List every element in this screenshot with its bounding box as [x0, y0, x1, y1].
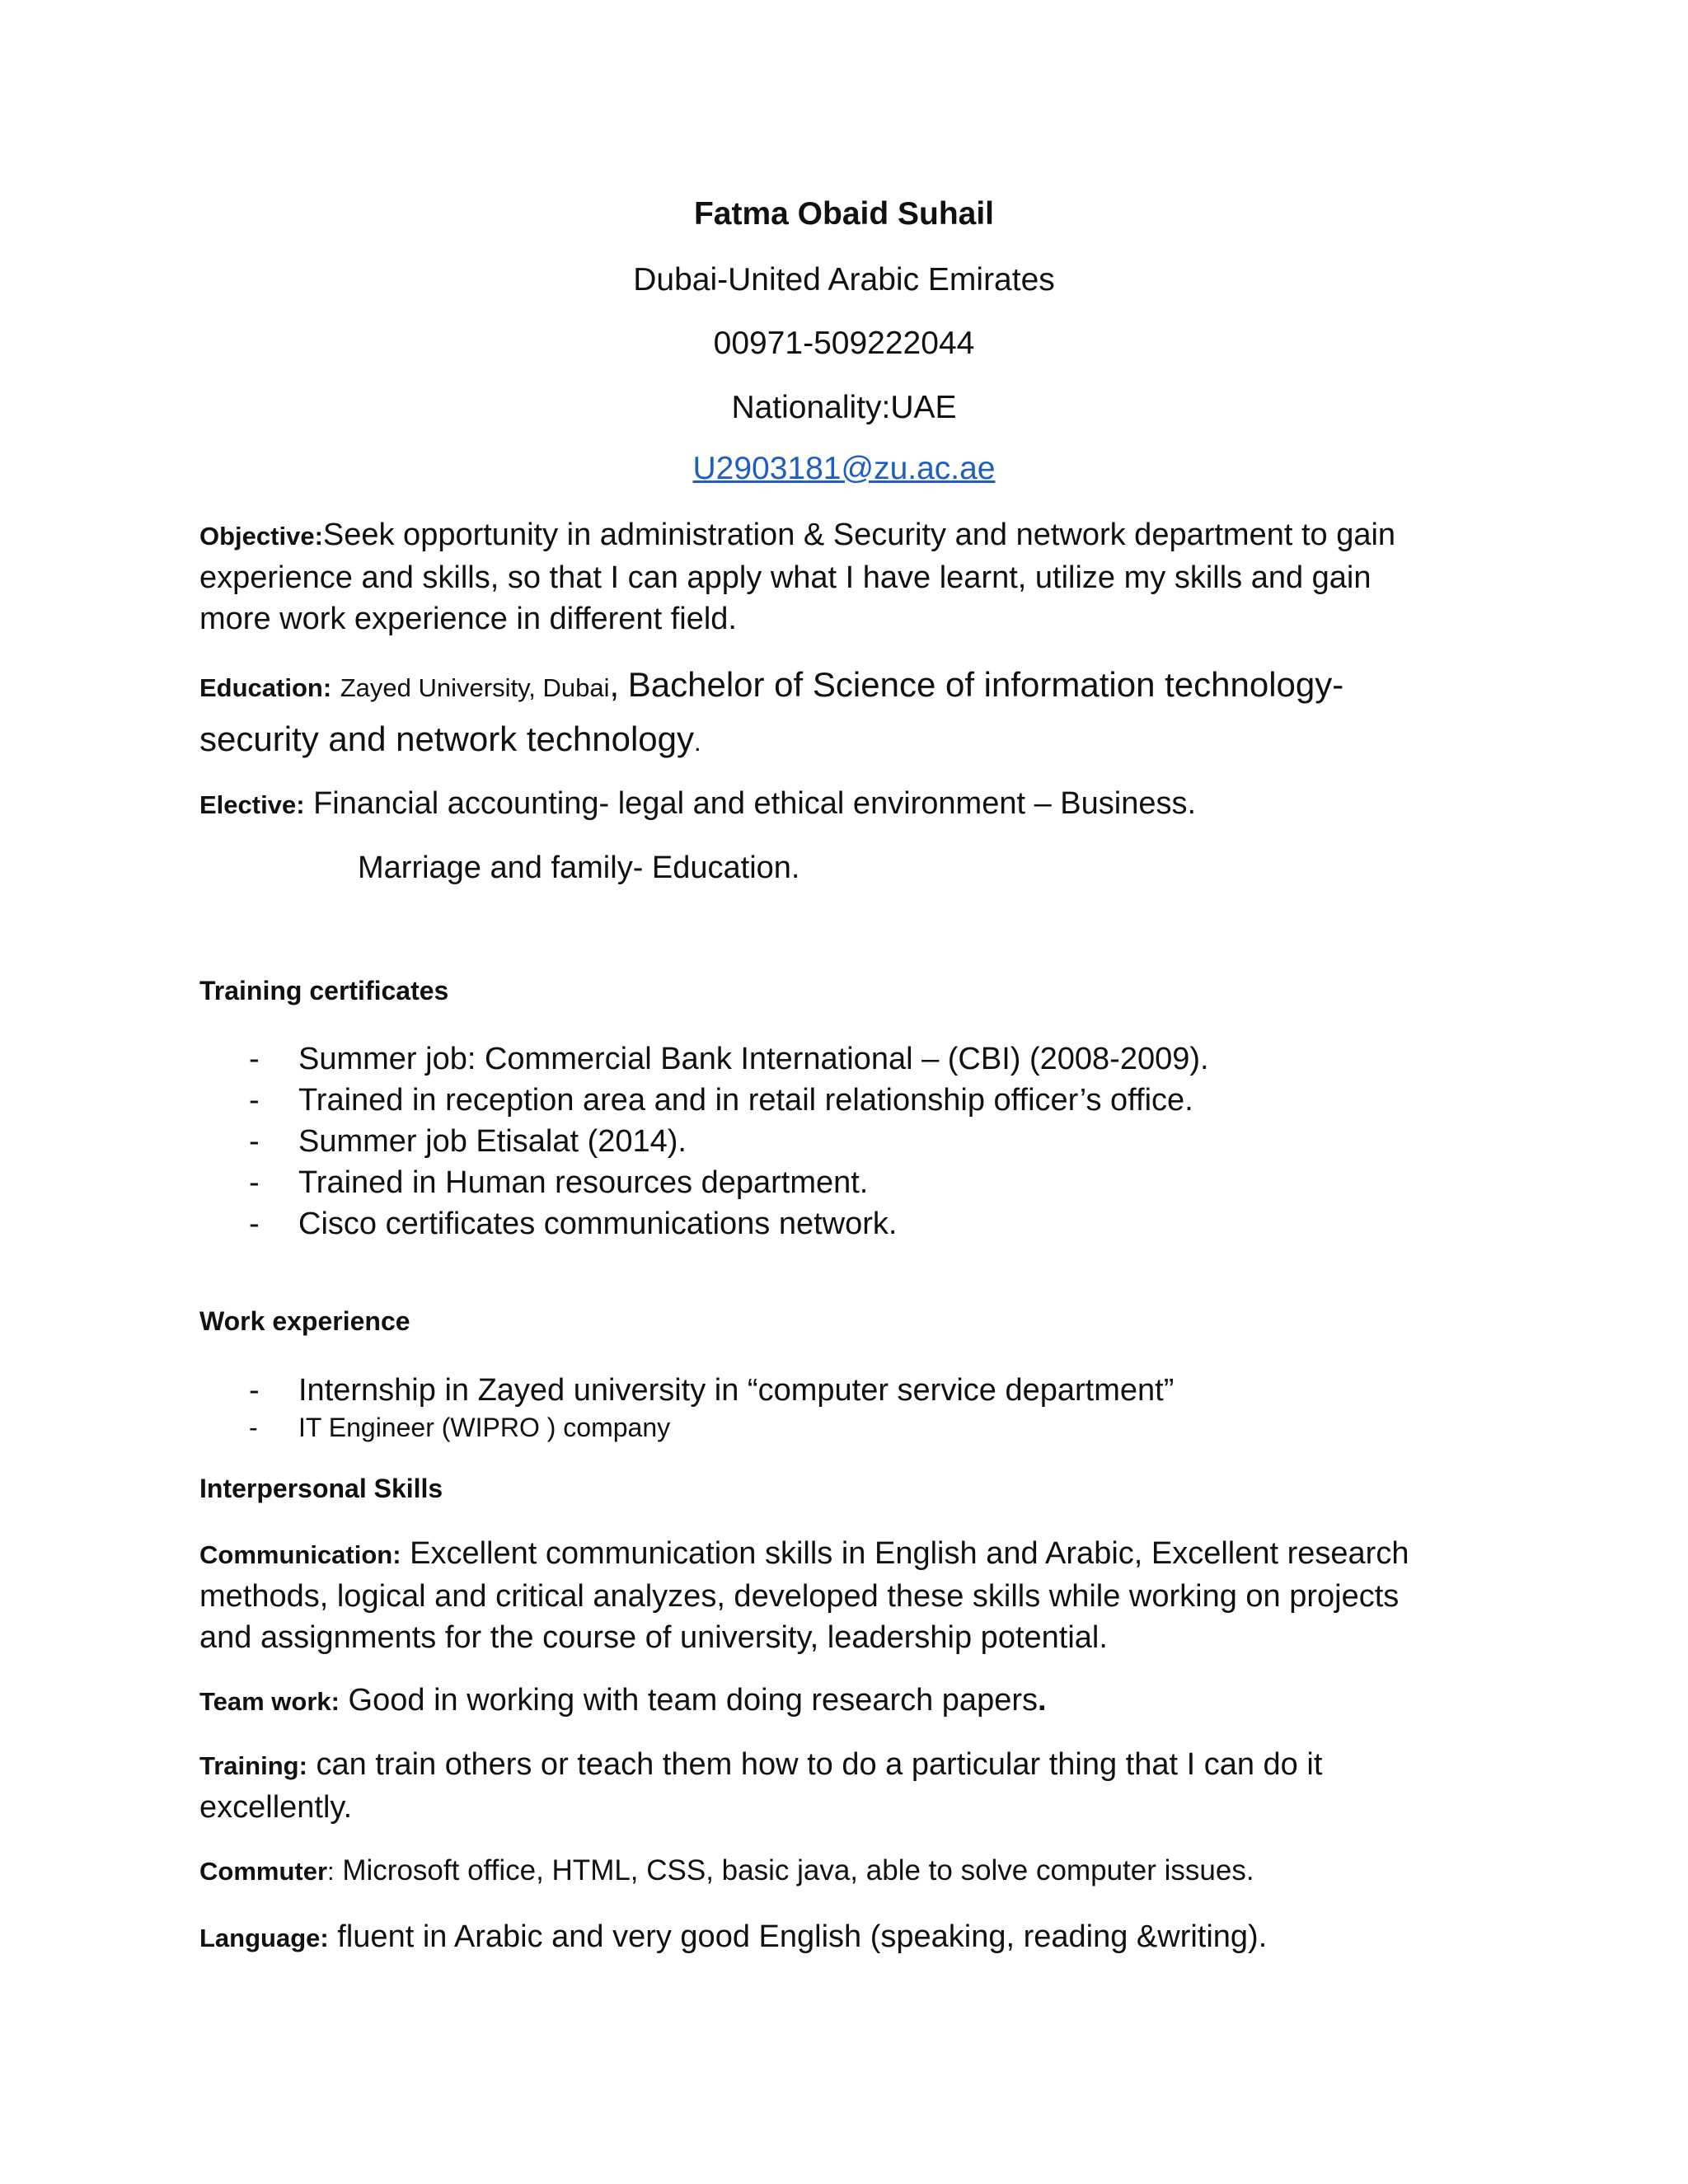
language-line [199, 1916, 1502, 1959]
list-item [199, 1080, 1518, 1121]
list-item-text: Cisco certificates communications network. [298, 1207, 898, 1241]
teamwork-colon: : [331, 1687, 340, 1716]
email-link[interactable]: U2903181@zu.ac.ae [692, 451, 996, 486]
list-item-text: Summer job: Commercial Bank International – (CBI) (2008-2009). [298, 1042, 1209, 1076]
education-line-1 [199, 659, 1502, 714]
list-item-text: Trained in Human resources department. [298, 1165, 869, 1200]
bullet-dash: - [249, 1124, 260, 1159]
list-item-text: Internship in Zayed university in “computer service department” [298, 1373, 1175, 1408]
list-item [199, 1038, 1518, 1080]
training-certificates-list [199, 1038, 1518, 1244]
teamwork-line [199, 1680, 1502, 1722]
list-item-text: Trained in reception area and in retail relationship officer’s office. [298, 1083, 1193, 1118]
candidate-name: Fatma Obaid Suhail [693, 196, 995, 232]
training-section [199, 1744, 1502, 1828]
email-row [0, 451, 1688, 487]
communication-text-1: Excellent communication skills in English and Arabic, Excellent research [410, 1536, 1409, 1571]
work-experience-list [199, 1370, 1518, 1444]
training-line-2: excellently. [199, 1790, 353, 1825]
education-degree-2: security and network technology [199, 719, 694, 758]
elective-line-1 [199, 783, 1502, 826]
commuter-colon: : [327, 1857, 335, 1886]
commuter-text: Microsoft office, HTML, CSS, basic java, able to solve computer issues. [342, 1854, 1254, 1886]
elective-label: Elective: [199, 790, 305, 819]
teamwork-text: Good in working with team doing research papers [348, 1683, 1038, 1718]
work-experience-heading: Work experience [199, 1306, 410, 1336]
commuter-line [199, 1850, 1502, 1892]
language-section [199, 1916, 1502, 1959]
education-degree-1: Bachelor of Science of information technology- [627, 665, 1344, 704]
communication-line-3: and assignments for the course of university, leadership potential. [199, 1620, 1108, 1655]
elective-line-2: Marriage and family- Education. [358, 851, 800, 885]
objective-section [199, 514, 1502, 640]
list-item-text: Summer job Etisalat (2014). [298, 1124, 687, 1159]
training-line-1 [199, 1744, 1502, 1787]
bullet-dash: - [249, 1373, 260, 1408]
objective-colon: : [314, 522, 323, 551]
elective-section [199, 783, 1502, 826]
bullet-dash: - [249, 1083, 260, 1118]
language-text: fluent in Arabic and very good English (speaking, reading &writing). [337, 1919, 1268, 1954]
education-school: Zayed University, Dubai [340, 673, 610, 702]
list-item [199, 1411, 1518, 1444]
list-item [199, 1121, 1518, 1162]
communication-line-1 [199, 1533, 1502, 1576]
list-item [199, 1370, 1518, 1411]
communication-colon: : [392, 1540, 401, 1569]
teamwork-section [199, 1680, 1502, 1722]
education-section [199, 659, 1502, 768]
phone-number: 00971-509222044 [713, 326, 975, 361]
education-line-2 [199, 714, 1502, 768]
language-label: Language: [199, 1924, 329, 1952]
teamwork-label: Team work [199, 1687, 331, 1716]
objective-label: Objective [199, 522, 315, 551]
list-item [199, 1203, 1518, 1244]
objective-line-1 [199, 514, 1502, 557]
training-certificates-heading: Training certificates [199, 976, 449, 1005]
commuter-section [199, 1850, 1502, 1892]
communication-section [199, 1533, 1502, 1658]
bullet-dash: - [249, 1413, 258, 1442]
list-item [199, 1162, 1518, 1203]
bullet-dash: - [249, 1042, 260, 1076]
training-label: Training: [199, 1751, 307, 1780]
training-text-1: can train others or teach them how to do a particular thing that I can do it [316, 1747, 1323, 1782]
list-item-text: IT Engineer (WIPRO ) company [298, 1413, 671, 1442]
objective-line-2: experience and skills, so that I can apply what I have learnt, utilize my skills and gain [199, 560, 1372, 595]
education-label: Education: [199, 673, 332, 702]
location: Dubai-United Arabic Emirates [633, 262, 1055, 298]
education-period: . [694, 728, 701, 757]
communication-line-2: methods, logical and critical analyzes, developed these skills while working on projects [199, 1579, 1400, 1614]
bullet-dash: - [249, 1165, 260, 1200]
teamwork-period: . [1038, 1683, 1047, 1718]
objective-line-3: more work experience in different field. [199, 602, 737, 636]
bullet-dash: - [249, 1207, 260, 1241]
education-comma: , [609, 665, 620, 704]
communication-label: Communication [199, 1540, 393, 1569]
commuter-label: Commuter [199, 1857, 328, 1886]
interpersonal-skills-heading: Interpersonal Skills [199, 1474, 443, 1503]
objective-text-1: Seek opportunity in administration & Security and network department to gain [322, 518, 1396, 552]
nationality: Nationality:UAE [731, 390, 957, 425]
elective-text-1: Financial accounting- legal and ethical environment – Business. [313, 786, 1197, 821]
